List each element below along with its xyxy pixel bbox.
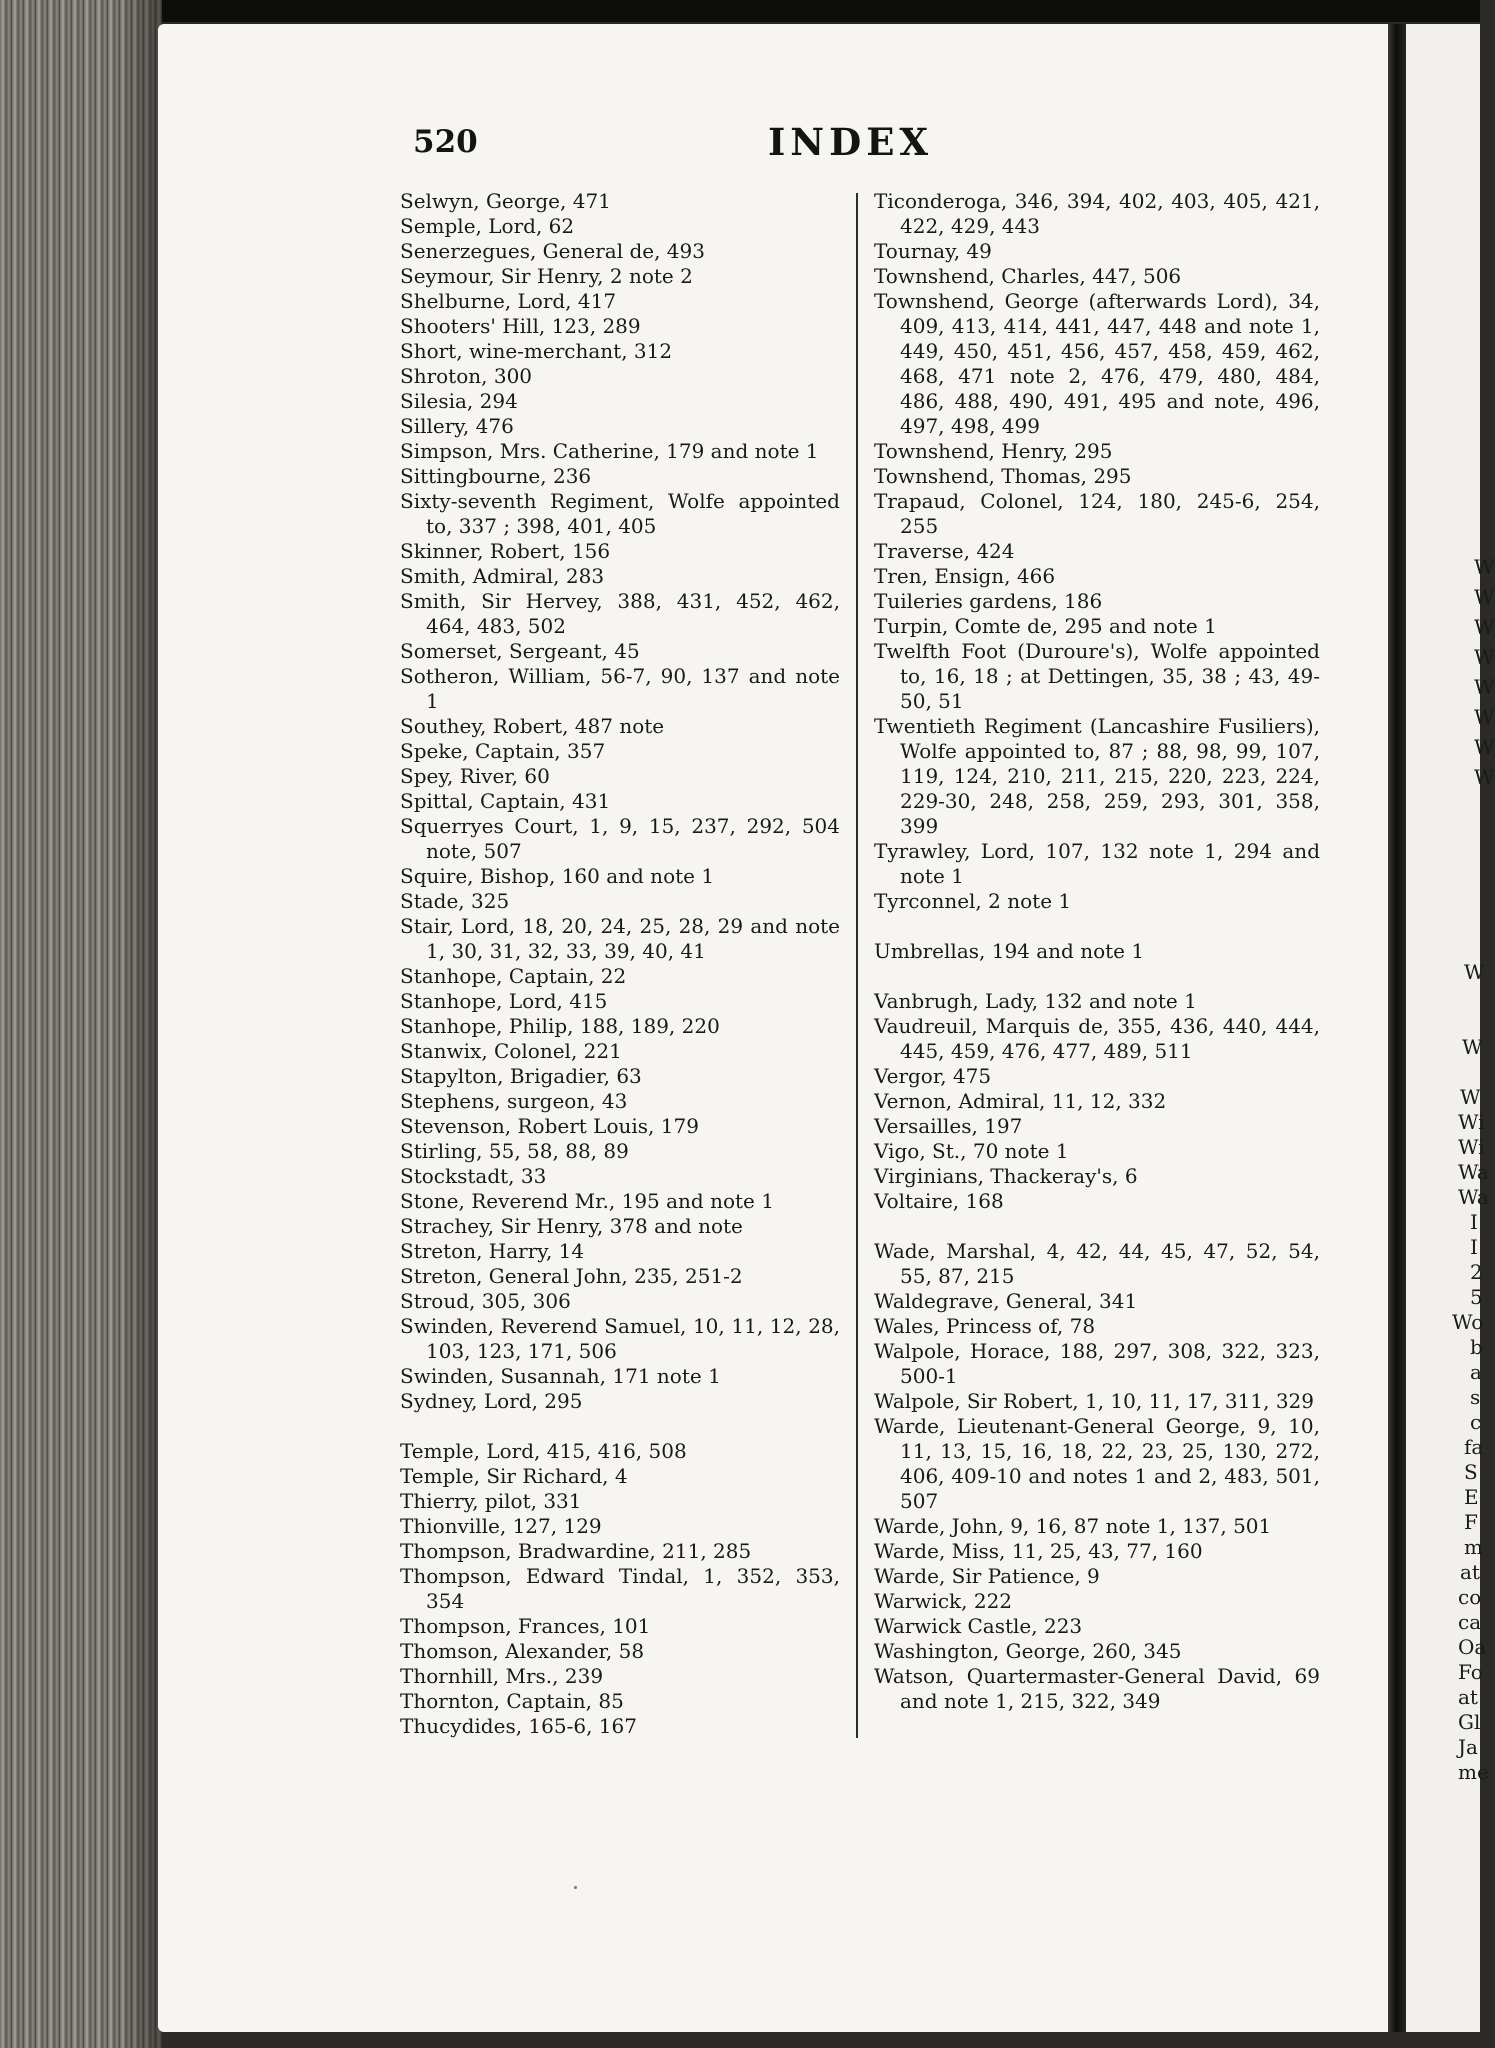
index-entry: Tuileries gardens, 186	[874, 589, 1103, 613]
facing-page-fragment: at	[1458, 1685, 1478, 1709]
index-entry: Speke, Captain, 357	[400, 739, 606, 763]
index-entry: Warde, Sir Patience, 9	[874, 1564, 1100, 1588]
facing-page-fragment: Wo	[1452, 1310, 1484, 1334]
index-entry: Stroud, 305, 306	[400, 1289, 571, 1313]
index-entry: Silesia, 294	[400, 389, 518, 413]
index-entry: Tren, Ensign, 466	[874, 564, 1056, 588]
index-entry: Stevenson, Robert Louis, 179	[400, 1114, 699, 1138]
index-entry: Wade, Marshal, 4, 42, 44, 45, 47, 52, 54, 55, 87, 215	[874, 1239, 1320, 1288]
facing-page-fragment: I	[1470, 1210, 1478, 1234]
index-entry: Thornhill, Mrs., 239	[400, 1664, 604, 1688]
facing-page-fragment: W	[1474, 645, 1495, 669]
index-entry: Thompson, Bradwardine, 211, 285	[400, 1539, 752, 1563]
column-divider	[856, 193, 858, 1738]
index-entry: Sydney, Lord, 295	[400, 1389, 583, 1413]
index-entry: Tyrconnel, 2 note 1	[874, 889, 1072, 913]
index-entry: Vernon, Admiral, 11, 12, 332	[874, 1089, 1167, 1113]
index-entry: Senerzegues, General de, 493	[400, 239, 705, 263]
index-entry: Stockstadt, 33	[400, 1164, 547, 1188]
index-entry: Twentieth Regiment (Lancashire Fusiliers), Wolfe appointed to, 87 ; 88, 98, 99, 107, 119, 124, 210, 211, 215, 220, 223, 224, 229-30, 248, 258, 259, 293, 301, 358, 399	[874, 714, 1320, 838]
index-entry: Tournay, 49	[874, 239, 992, 263]
facing-page-fragment: s	[1470, 1385, 1481, 1409]
index-entry: Walpole, Horace, 188, 297, 308, 322, 323, 500-1	[874, 1339, 1320, 1388]
index-entry: Stair, Lord, 18, 20, 24, 25, 28, 29 and note 1, 30, 31, 32, 33, 39, 40, 41	[400, 914, 840, 963]
index-entry: Smith, Sir Hervey, 388, 431, 452, 462, 464, 483, 502	[400, 589, 840, 638]
facing-page-fragment: at	[1460, 1560, 1480, 1584]
index-entry: Thomson, Alexander, 58	[400, 1639, 645, 1663]
index-entry: Warwick, 222	[874, 1589, 1013, 1613]
index-entry: Temple, Sir Richard, 4	[400, 1464, 628, 1488]
index-entry: Swinden, Reverend Samuel, 10, 11, 12, 28, 103, 123, 171, 506	[400, 1314, 840, 1363]
facing-page-fragment: Wa	[1458, 1185, 1489, 1209]
index-entry: Sixty-seventh Regiment, Wolfe appointed to, 337 ; 398, 401, 405	[400, 489, 840, 538]
facing-page-fragment: fa	[1464, 1435, 1484, 1459]
index-entry: Sillery, 476	[400, 414, 514, 438]
index-entry: Stade, 325	[400, 889, 510, 913]
index-entry: Southey, Robert, 487 note	[400, 714, 665, 738]
index-entry: Stephens, surgeon, 43	[400, 1089, 628, 1113]
index-entry: Turpin, Comte de, 295 and note 1	[874, 614, 1217, 638]
index-entry: Sittingbourne, 236	[400, 464, 592, 488]
index-entry: Vanbrugh, Lady, 132 and note 1	[874, 989, 1197, 1013]
index-entry: Shooters' Hill, 123, 289	[400, 314, 641, 338]
facing-page-fragment: c	[1470, 1410, 1482, 1434]
facing-page-fragment: W	[1474, 615, 1495, 639]
index-entry: Swinden, Susannah, 171 note 1	[400, 1364, 721, 1388]
index-entry: Townshend, Charles, 447, 506	[874, 264, 1182, 288]
index-entry: Walpole, Sir Robert, 1, 10, 11, 17, 311, 329	[874, 1389, 1314, 1413]
facing-page-fragment: Fo	[1458, 1660, 1483, 1684]
index-entry: Umbrellas, 194 and note 1	[874, 939, 1145, 963]
index-entry: Warde, Miss, 11, 25, 43, 77, 160	[874, 1539, 1203, 1563]
index-entry: Shelburne, Lord, 417	[400, 289, 617, 313]
facing-page-fragment: W	[1474, 585, 1495, 609]
book-gutter	[1388, 24, 1408, 2032]
index-entry: Stone, Reverend Mr., 195 and note 1	[400, 1189, 774, 1213]
index-entry: Thompson, Edward Tindal, 1, 352, 353, 354	[400, 1564, 840, 1613]
index-entry: Waldegrave, General, 341	[874, 1289, 1138, 1313]
facing-page-fragment: S	[1464, 1460, 1478, 1484]
facing-page-fragment: a	[1470, 1360, 1482, 1384]
index-entry: Traverse, 424	[874, 539, 1015, 563]
facing-page-fragment: ca	[1458, 1610, 1482, 1634]
facing-page-fragment: W	[1474, 765, 1495, 789]
index-entry: Streton, General John, 235, 251-2	[400, 1264, 743, 1288]
facing-page-fragment: m	[1464, 1535, 1483, 1559]
index-entry: Stanwix, Colonel, 221	[400, 1039, 622, 1063]
index-entry: Squerryes Court, 1, 9, 15, 237, 292, 504 note, 507	[400, 814, 840, 863]
facing-page-fragment: F	[1464, 1510, 1478, 1534]
index-entry: Short, wine-merchant, 312	[400, 339, 673, 363]
index-entry: Trapaud, Colonel, 124, 180, 245-6, 254, 255	[874, 489, 1320, 538]
index-entry: Vergor, 475	[874, 1064, 992, 1088]
index-entry: Thierry, pilot, 331	[400, 1489, 582, 1513]
facing-page-fragment: 2	[1470, 1260, 1483, 1284]
index-column-right	[874, 189, 1320, 1714]
facing-page-fragment: W	[1474, 705, 1495, 729]
index-entry: Stanhope, Philip, 188, 189, 220	[400, 1014, 720, 1038]
index-entry: Townshend, Henry, 295	[874, 439, 1113, 463]
page-number: 520	[413, 124, 478, 160]
index-entry: Shroton, 300	[400, 364, 533, 388]
facing-page-fragment: Ja	[1458, 1735, 1478, 1759]
index-entry: Warde, John, 9, 16, 87 note 1, 137, 501	[874, 1514, 1272, 1538]
index-entry: Somerset, Sergeant, 45	[400, 639, 640, 663]
facing-page-fragment: W	[1462, 1035, 1483, 1059]
top-shadow	[0, 0, 1480, 22]
index-entry: Vaudreuil, Marquis de, 355, 436, 440, 444, 445, 459, 476, 477, 489, 511	[874, 1014, 1320, 1063]
index-entry: Versailles, 197	[874, 1114, 1023, 1138]
facing-page-fragment: b	[1470, 1335, 1483, 1359]
facing-page-fragment: Wa	[1458, 1160, 1489, 1184]
index-entry: Spittal, Captain, 431	[400, 789, 611, 813]
index-entry: Twelfth Foot (Duroure's), Wolfe appointed to, 16, 18 ; at Dettingen, 35, 38 ; 43, 49-50, 51	[874, 639, 1320, 713]
facing-page-fragment: I	[1470, 1235, 1478, 1259]
index-entry: Thornton, Captain, 85	[400, 1689, 624, 1713]
index-entry: Stanhope, Lord, 415	[400, 989, 608, 1013]
index-entry: Temple, Lord, 415, 416, 508	[400, 1439, 687, 1463]
book-edge-shadow	[118, 0, 162, 2048]
page-title: INDEX	[768, 120, 934, 164]
index-entry: Stapylton, Brigadier, 63	[400, 1064, 642, 1088]
index-entry: Stanhope, Captain, 22	[400, 964, 627, 988]
facing-page-fragment: Wi	[1458, 1110, 1485, 1134]
facing-page-fragment: E	[1464, 1485, 1479, 1509]
facing-page-fragment: 5	[1470, 1285, 1483, 1309]
index-entry: Wales, Princess of, 78	[874, 1314, 1096, 1338]
index-entry: Warwick Castle, 223	[874, 1614, 1083, 1638]
facing-page-fragment: W	[1460, 1085, 1481, 1109]
index-entry: Vigo, St., 70 note 1	[874, 1139, 1069, 1163]
index-entry: Ticonderoga, 346, 394, 402, 403, 405, 421, 422, 429, 443	[874, 189, 1320, 238]
facing-page-fragment: me	[1458, 1760, 1489, 1784]
index-entry: Sotheron, William, 56-7, 90, 137 and note 1	[400, 664, 840, 713]
index-entry: Washington, George, 260, 345	[874, 1639, 1182, 1663]
index-entry: Townshend, Thomas, 295	[874, 464, 1132, 488]
index-entry: Watson, Quartermaster-General David, 69 and note 1, 215, 322, 349	[874, 1664, 1320, 1713]
facing-page-fragment: W	[1464, 960, 1485, 984]
index-entry: Voltaire, 168	[874, 1189, 1004, 1213]
facing-page-fragment: Oa	[1458, 1635, 1487, 1659]
index-entry: Spey, River, 60	[400, 764, 550, 788]
index-entry: Townshend, George (afterwards Lord), 34, 409, 413, 414, 441, 447, 448 and note 1, 449, 450, 451, 456, 457, 458, 459, 462, 468, 471 note 2, 476, 479, 480, 484, 486, 488, 490, 491, 495 and note, 496, 497, 498, 499	[874, 289, 1320, 438]
index-entry: Simpson, Mrs. Catherine, 179 and note 1	[400, 439, 819, 463]
facing-page-fragment: W	[1474, 555, 1495, 579]
facing-page-fragment: co	[1458, 1585, 1482, 1609]
index-entry: Tyrawley, Lord, 107, 132 note 1, 294 and note 1	[874, 839, 1320, 888]
index-entry: Streton, Harry, 14	[400, 1239, 585, 1263]
print-speck	[574, 1886, 577, 1889]
facing-page-fragment: W	[1474, 675, 1495, 699]
index-entry: Thompson, Frances, 101	[400, 1614, 651, 1638]
index-entry: Semple, Lord, 62	[400, 214, 575, 238]
facing-page-fragment: W	[1474, 735, 1495, 759]
index-column-left	[400, 189, 840, 1739]
index-entry: Strachey, Sir Henry, 378 and note	[400, 1214, 743, 1238]
index-entry: Seymour, Sir Henry, 2 note 2	[400, 264, 693, 288]
index-entry: Thionville, 127, 129	[400, 1514, 602, 1538]
facing-page-fragment: Wi	[1458, 1135, 1485, 1159]
index-entry: Selwyn, George, 471	[400, 189, 611, 213]
facing-page-fragment: Gl	[1458, 1710, 1481, 1734]
index-entry: Stirling, 55, 58, 88, 89	[400, 1139, 629, 1163]
index-entry: Skinner, Robert, 156	[400, 539, 611, 563]
index-entry: Smith, Admiral, 283	[400, 564, 605, 588]
index-entry: Virginians, Thackeray's, 6	[874, 1164, 1138, 1188]
index-entry: Thucydides, 165-6, 167	[400, 1714, 637, 1738]
index-entry: Warde, Lieutenant-General George, 9, 10, 11, 13, 15, 16, 18, 22, 23, 25, 130, 272, 406, 409-10 and notes 1 and 2, 483, 501, 507	[874, 1414, 1320, 1513]
index-entry: Squire, Bishop, 160 and note 1	[400, 864, 715, 888]
